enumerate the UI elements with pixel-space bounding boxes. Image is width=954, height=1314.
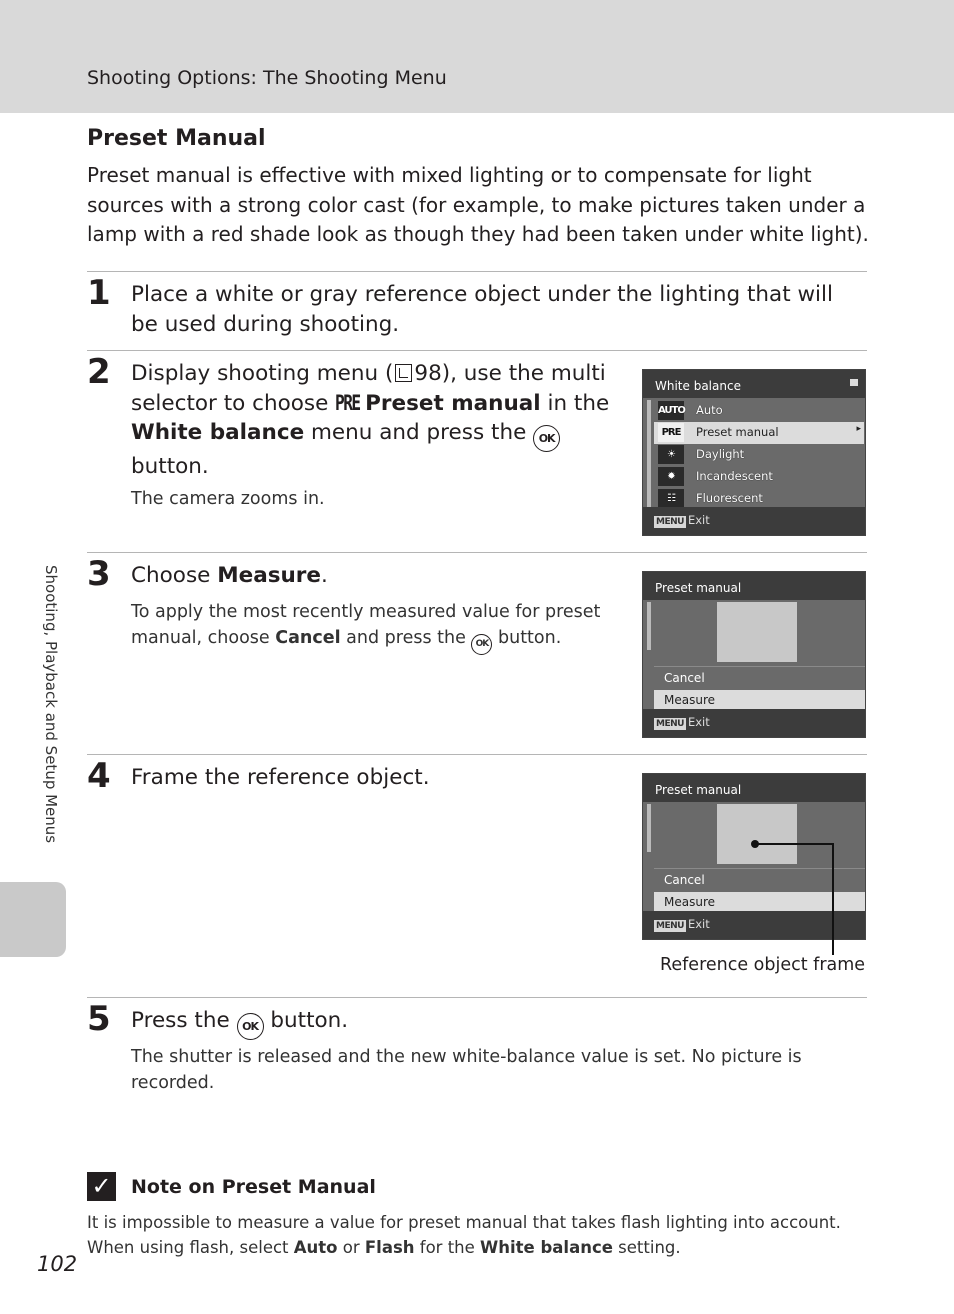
step-2-number: 2 [87, 352, 111, 392]
divider [87, 754, 867, 755]
step-3-number: 3 [87, 554, 111, 594]
page-number: 102 [37, 1252, 78, 1276]
intro-paragraph: Preset manual is effective with mixed lighting or to compensate for light sources with a strong color cast (for example, to make pictures taken under a lamp with a red shade look as though they had been taken under white light). [87, 163, 869, 246]
step-4-number: 4 [87, 756, 111, 796]
divider [87, 552, 867, 553]
reference-frame [717, 804, 797, 864]
scrollbar [647, 400, 651, 508]
preset-manual-screen [642, 571, 866, 738]
preset-icon: PRE [658, 423, 684, 442]
chapter-tab [0, 882, 66, 957]
divider [87, 271, 867, 272]
exit-hint: MENU Exit [643, 507, 865, 535]
incandescent-icon: ✹ [658, 467, 684, 486]
white-balance-screen [642, 369, 866, 536]
header-title: Shooting Options: The Shooting Menu [87, 67, 447, 89]
screen-title: Preset manual [643, 774, 865, 802]
scrollbar [647, 602, 651, 650]
divider [654, 666, 865, 667]
menu-item-measure[interactable]: Measure [654, 892, 865, 913]
section-title: Preset Manual [87, 126, 266, 151]
screen-title: Preset manual [643, 572, 865, 600]
sidebar-label: Shooting, Playback and Setup Menus [42, 565, 60, 844]
ok-button-icon: OK [237, 1013, 264, 1040]
callout-line [758, 843, 834, 845]
scrollbar [647, 804, 651, 852]
page-reference: 98 [414, 361, 442, 386]
exit-hint: MENU Exit [643, 709, 865, 737]
step-4-text: Frame the reference object. [131, 765, 430, 790]
auto-icon: AUTO [658, 401, 684, 420]
header-band [0, 0, 954, 113]
callout-line [832, 843, 834, 955]
screen-title: White balance [643, 370, 865, 398]
menu-item-auto[interactable]: AUTO Auto [654, 400, 864, 422]
step-5-number: 5 [87, 999, 111, 1039]
exit-hint: MENU Exit [643, 911, 865, 939]
fluorescent-icon: ☷ [658, 489, 684, 508]
menu-icon: MENU [656, 517, 684, 527]
step-1-text: Place a white or gray reference object under the lighting that will be used during shooting. [131, 282, 833, 337]
menu-item-measure[interactable]: Measure [654, 690, 865, 711]
step-2-text: Display shooting menu ( 98), use the multi selector to choose PRE Preset manual in the White balance menu and press the OK button. [131, 361, 610, 480]
step-3-text: Choose Measure. [131, 563, 328, 588]
menu-item-incandescent[interactable]: ✹ Incandescent [654, 466, 864, 488]
menu-item-cancel[interactable]: Cancel [664, 873, 705, 887]
page-reference-icon [395, 364, 412, 382]
menu-item-fluorescent[interactable]: ☷ Fluorescent [654, 488, 864, 510]
menu-item-daylight[interactable]: ☀ Daylight [654, 444, 864, 466]
menu-item-preset-manual[interactable]: PRE Preset manual ▸ [654, 422, 864, 444]
preset-manual-icon: PRE [335, 390, 360, 416]
menu-icon: MENU [656, 921, 684, 931]
menu-icon: MENU [656, 719, 684, 729]
step-3-subtext: To apply the most recently measured value for preset manual, choose Cancel and press the OK button. [131, 599, 601, 655]
divider [87, 350, 867, 351]
step-2-subtext: The camera zooms in. [131, 489, 325, 509]
divider [87, 997, 867, 998]
step-5-text: Press the OK button. [131, 1006, 731, 1040]
ok-button-icon: OK [533, 425, 560, 452]
check-icon: ✓ [87, 1172, 116, 1201]
callout-label: Reference object frame [660, 955, 866, 975]
arrow-right-icon: ▸ [856, 424, 861, 434]
preview-area [717, 602, 797, 662]
step-5-subtext: The shutter is released and the new white-balance value is set. No picture is recorded. [131, 1047, 802, 1093]
note-title: Note on Preset Manual [131, 1176, 376, 1198]
note-body: It is impossible to measure a value for preset manual that takes flash lighting into account. When using flash, select Auto or Flash for the White balance setting. [87, 1213, 841, 1257]
menu-item-cancel[interactable]: Cancel [664, 671, 705, 685]
sun-icon: ☀ [658, 445, 684, 464]
step-1-number: 1 [87, 273, 111, 313]
ok-button-icon: OK [471, 634, 492, 655]
battery-icon [850, 379, 858, 386]
